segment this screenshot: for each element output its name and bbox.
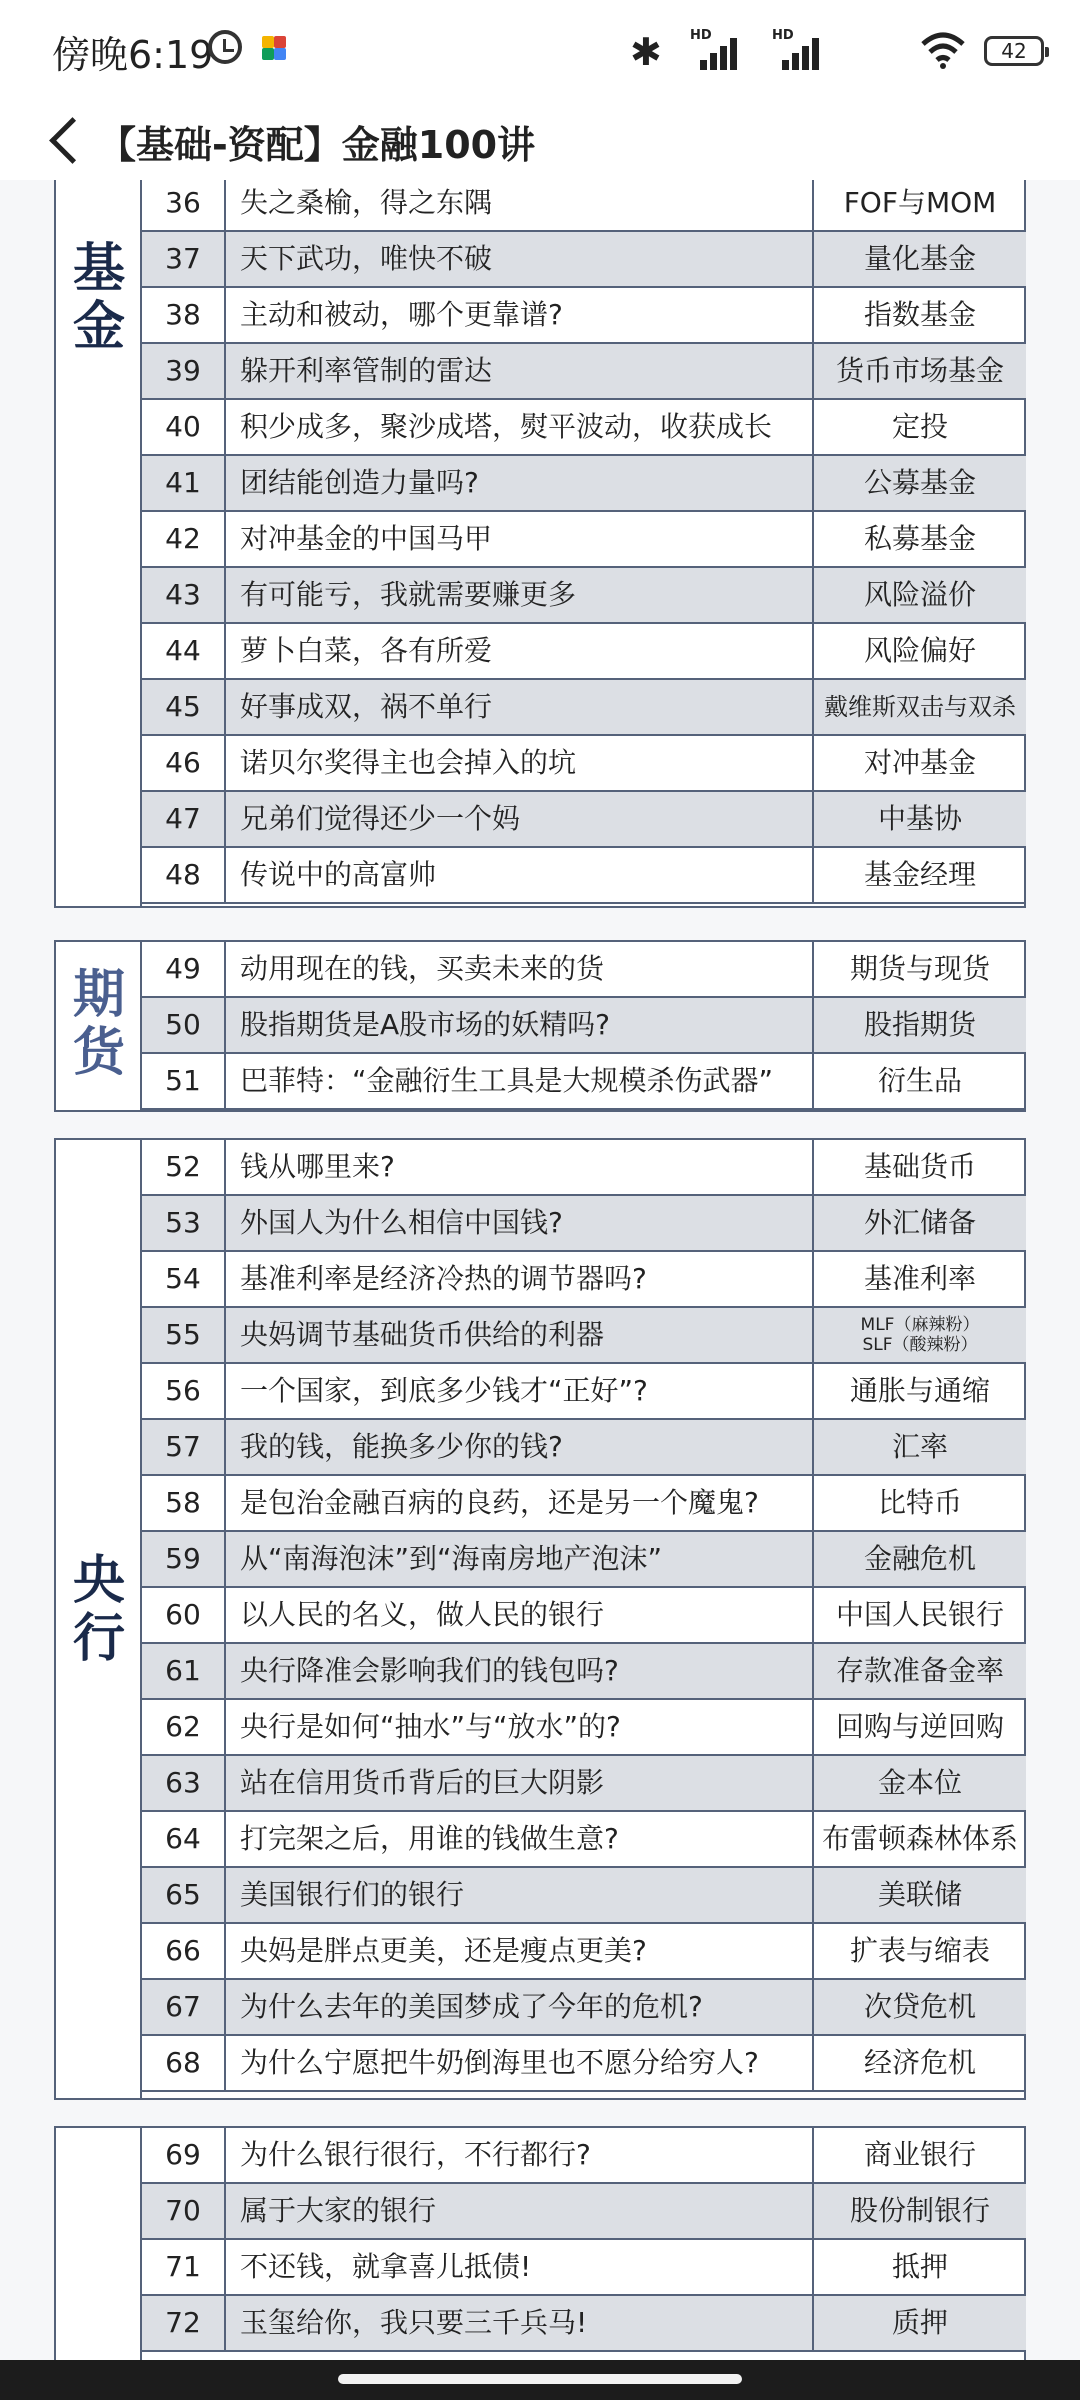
row-tag: 商业银行 — [863, 2138, 976, 2171]
row-tag: 中基协 — [877, 802, 962, 835]
row-topic: 团结能创造力量吗? — [226, 456, 814, 510]
bluetooth-icon: ✱ — [630, 30, 662, 74]
row-tag: 货币市场基金 — [835, 354, 1004, 387]
row-topic: 天下武功，唯快不破 — [226, 232, 814, 286]
table-row[interactable] — [142, 1868, 1026, 1924]
row-number: 48 — [142, 848, 226, 902]
row-number: 51 — [142, 1054, 226, 1108]
table-row[interactable] — [142, 1140, 1026, 1196]
table-row[interactable] — [142, 288, 1026, 344]
row-tag: 存款准备金率 — [835, 1654, 1004, 1687]
row-topic: 属于大家的银行 — [226, 2184, 814, 2238]
row-topic: 美国银行们的银行 — [226, 1868, 814, 1922]
row-tag: 定投 — [891, 410, 948, 443]
row-tag: 风险偏好 — [863, 634, 976, 667]
row-tag: 经济危机 — [863, 2046, 976, 2079]
course-table[interactable] — [0, 180, 1080, 2360]
row-number: 45 — [142, 680, 226, 734]
row-number: 39 — [142, 344, 226, 398]
row-topic: 一个国家，到底多少钱才“正好”? — [226, 1364, 814, 1418]
row-topic: 躲开利率管制的雷达 — [226, 344, 814, 398]
row-number: 68 — [142, 2036, 226, 2090]
row-number: 69 — [142, 2128, 226, 2182]
home-indicator[interactable] — [338, 2374, 742, 2384]
row-tag: 通胀与通缩 — [849, 1374, 990, 1407]
row-number: 70 — [142, 2184, 226, 2238]
row-tag: 美联储 — [877, 1878, 962, 1911]
row-topic: 巴菲特：“金融衍生工具是大规模杀伤武器” — [226, 1054, 814, 1108]
signal-1-hd-label: HD — [690, 28, 712, 43]
back-arrow-icon[interactable] — [44, 114, 84, 166]
app-notification-icon — [262, 36, 286, 60]
row-topic: 不还钱，就拿喜儿抵债! — [226, 2240, 814, 2294]
row-tag: 期货与现货 — [849, 952, 990, 985]
section-commercial-bank — [54, 2126, 1026, 2360]
row-topic: 是包治金融百病的良药，还是另一个魔鬼? — [226, 1476, 814, 1530]
page-title: 【基础-资配】金融100讲 — [98, 123, 536, 167]
row-number: 59 — [142, 1532, 226, 1586]
table-row[interactable] — [142, 1364, 1026, 1420]
row-topic: 钱从哪里来? — [226, 1140, 814, 1194]
row-number: 72 — [142, 2296, 226, 2350]
row-topic: 从“南海泡沫”到“海南房地产泡沫” — [226, 1532, 814, 1586]
row-number: 65 — [142, 1868, 226, 1922]
table-row[interactable] — [142, 2128, 1026, 2184]
row-topic: 为什么去年的美国梦成了今年的危机? — [226, 1980, 814, 2034]
row-topic: 动用现在的钱，买卖未来的货 — [226, 942, 814, 996]
row-number: 56 — [142, 1364, 226, 1418]
table-row[interactable] — [142, 344, 1026, 400]
alarm-icon — [208, 30, 242, 64]
category-label: 基 金 — [72, 239, 125, 357]
table-row[interactable] — [142, 848, 1026, 904]
row-topic: 我的钱，能换多少你的钱? — [226, 1420, 814, 1474]
row-number: 63 — [142, 1756, 226, 1810]
row-number: 40 — [142, 400, 226, 454]
row-tag: 回购与逆回购 — [835, 1710, 1004, 1743]
table-row[interactable] — [142, 792, 1026, 848]
row-topic: 主动和被动，哪个更靠谱? — [226, 288, 814, 342]
row-tag: 基础货币 — [863, 1150, 976, 1183]
row-tag: 公募基金 — [863, 466, 976, 499]
row-topic: 失之桑榆，得之东隅 — [226, 180, 814, 230]
table-row[interactable] — [142, 736, 1026, 792]
row-tag: 质押 — [891, 2306, 948, 2339]
row-number: 44 — [142, 624, 226, 678]
row-topic: 站在信用货币背后的巨大阴影 — [226, 1756, 814, 1810]
navigation-bar — [0, 2360, 1080, 2400]
table-row[interactable] — [142, 624, 1026, 680]
table-row[interactable] — [142, 680, 1026, 736]
row-tag: 中国人民银行 — [835, 1598, 1004, 1631]
row-number: 58 — [142, 1476, 226, 1530]
category-label: 央 行 — [72, 1551, 125, 1669]
table-row[interactable] — [142, 942, 1026, 998]
table-row[interactable] — [142, 1252, 1026, 1308]
table-row[interactable] — [142, 1588, 1026, 1644]
table-row[interactable] — [142, 1054, 1026, 1110]
table-row[interactable] — [142, 1756, 1026, 1812]
table-row[interactable] — [142, 1196, 1026, 1252]
row-tag: 抵押 — [891, 2250, 948, 2283]
category-label: 期 货 — [72, 965, 125, 1083]
category-cell — [56, 1140, 142, 2098]
row-topic: 好事成双，祸不单行 — [226, 680, 814, 734]
section-central-bank — [54, 1138, 1026, 2100]
row-topic: 玉玺给你，我只要三千兵马! — [226, 2296, 814, 2350]
row-number: 57 — [142, 1420, 226, 1474]
table-row[interactable] — [142, 232, 1026, 288]
row-tag: 戴维斯双击与双杀 — [824, 693, 1016, 721]
row-topic: 央行是如何“抽水”与“放水”的? — [226, 1700, 814, 1754]
row-tag: 汇率 — [891, 1430, 948, 1463]
status-time: 傍晚6:19 — [52, 33, 214, 77]
row-number: 47 — [142, 792, 226, 846]
section-futures — [54, 940, 1026, 1112]
row-tag: 指数基金 — [863, 298, 976, 331]
row-number: 46 — [142, 736, 226, 790]
table-row[interactable] — [142, 1700, 1026, 1756]
category-cell — [56, 180, 142, 906]
row-topic: 打完架之后，用谁的钱做生意? — [226, 1812, 814, 1866]
table-row[interactable] — [142, 1924, 1026, 1980]
category-cell — [56, 942, 142, 1110]
signal-2-hd-label: HD — [772, 28, 794, 43]
row-tag: 私募基金 — [863, 522, 976, 555]
status-bar — [0, 0, 1080, 100]
row-topic: 萝卜白菜，各有所爱 — [226, 624, 814, 678]
row-number: 52 — [142, 1140, 226, 1194]
row-tag — [814, 1308, 1026, 1362]
row-number: 38 — [142, 288, 226, 342]
row-tag: 外汇储备 — [863, 1206, 976, 1239]
table-row[interactable] — [142, 2036, 1026, 2092]
row-topic: 对冲基金的中国马甲 — [226, 512, 814, 566]
table-row[interactable] — [142, 456, 1026, 512]
row-number: 50 — [142, 998, 226, 1052]
row-number: 66 — [142, 1924, 226, 1978]
row-tag: 比特币 — [877, 1486, 962, 1519]
row-tag: 金融危机 — [863, 1542, 976, 1575]
row-tag: 对冲基金 — [863, 746, 976, 779]
section-fund — [54, 180, 1026, 908]
row-topic: 有可能亏，我就需要赚更多 — [226, 568, 814, 622]
table-row[interactable] — [142, 1420, 1026, 1476]
row-topic: 央妈是胖点更美，还是瘦点更美? — [226, 1924, 814, 1978]
table-row[interactable] — [142, 2240, 1026, 2296]
table-row[interactable] — [142, 1980, 1026, 2036]
table-row[interactable] — [142, 180, 1026, 232]
row-tag: 扩表与缩表 — [849, 1934, 990, 1967]
table-row[interactable] — [142, 2184, 1026, 2240]
table-row[interactable] — [142, 1644, 1026, 1700]
row-number: 37 — [142, 232, 226, 286]
row-number: 41 — [142, 456, 226, 510]
row-topic: 外国人为什么相信中国钱? — [226, 1196, 814, 1250]
row-topic: 股指期货是A股市场的妖精吗? — [226, 998, 814, 1052]
table-row[interactable] — [142, 512, 1026, 568]
row-tag: 布雷顿森林体系 — [821, 1822, 1018, 1855]
signal-icon-1 — [690, 28, 740, 70]
row-number: 71 — [142, 2240, 226, 2294]
table-row[interactable] — [142, 998, 1026, 1054]
row-number: 55 — [142, 1308, 226, 1362]
table-row[interactable] — [142, 1532, 1026, 1588]
row-number: 49 — [142, 942, 226, 996]
table-row[interactable] — [142, 1476, 1026, 1532]
row-number: 60 — [142, 1588, 226, 1642]
table-row[interactable] — [142, 400, 1026, 456]
row-number: 67 — [142, 1980, 226, 2034]
row-tag: 基金经理 — [863, 858, 976, 891]
row-number: 54 — [142, 1252, 226, 1306]
table-row[interactable] — [142, 2296, 1026, 2352]
table-row[interactable] — [142, 568, 1026, 624]
row-number: 61 — [142, 1644, 226, 1698]
row-topic: 央行降准会影响我们的钱包吗? — [226, 1644, 814, 1698]
row-number: 42 — [142, 512, 226, 566]
row-tag: 股份制银行 — [849, 2194, 990, 2227]
row-topic: 基准利率是经济冷热的调节器吗? — [226, 1252, 814, 1306]
row-topic: 为什么宁愿把牛奶倒海里也不愿分给穷人? — [226, 2036, 814, 2090]
row-topic: 兄弟们觉得还少一个妈 — [226, 792, 814, 846]
row-topic: 以人民的名义，做人民的银行 — [226, 1588, 814, 1642]
row-tag: 金本位 — [877, 1766, 962, 1799]
row-topic: 积少成多，聚沙成塔，熨平波动，收获成长 — [226, 400, 814, 454]
row-number: 43 — [142, 568, 226, 622]
category-cell — [56, 2128, 142, 2360]
row-number: 53 — [142, 1196, 226, 1250]
table-row[interactable] — [142, 1308, 1026, 1364]
row-number: 64 — [142, 1812, 226, 1866]
row-topic: 诺贝尔奖得主也会掉入的坑 — [226, 736, 814, 790]
table-row[interactable] — [142, 1812, 1026, 1868]
row-topic: 央妈调节基础货币供给的利器 — [226, 1308, 814, 1362]
row-topic: 传说中的高富帅 — [226, 848, 814, 902]
row-tag: 次贷危机 — [863, 1990, 976, 2023]
battery-icon: 42 — [984, 36, 1044, 66]
row-tag-line: MLF（麻辣粉） — [860, 1315, 980, 1335]
row-tag: 股指期货 — [863, 1008, 976, 1041]
row-tag: 基准利率 — [863, 1262, 976, 1295]
row-tag-line: SLF（酸辣粉） — [862, 1335, 978, 1355]
row-tag: 量化基金 — [863, 242, 976, 275]
row-tag: FOF与MOM — [843, 186, 997, 219]
row-number: 62 — [142, 1700, 226, 1754]
row-tag: 风险溢价 — [863, 578, 976, 611]
row-number: 36 — [142, 180, 226, 230]
signal-icon-2 — [772, 28, 822, 70]
wifi-icon — [920, 30, 966, 80]
app-header — [0, 100, 1080, 180]
row-topic: 为什么银行很行，不行都行? — [226, 2128, 814, 2182]
row-tag: 衍生品 — [877, 1064, 962, 1097]
